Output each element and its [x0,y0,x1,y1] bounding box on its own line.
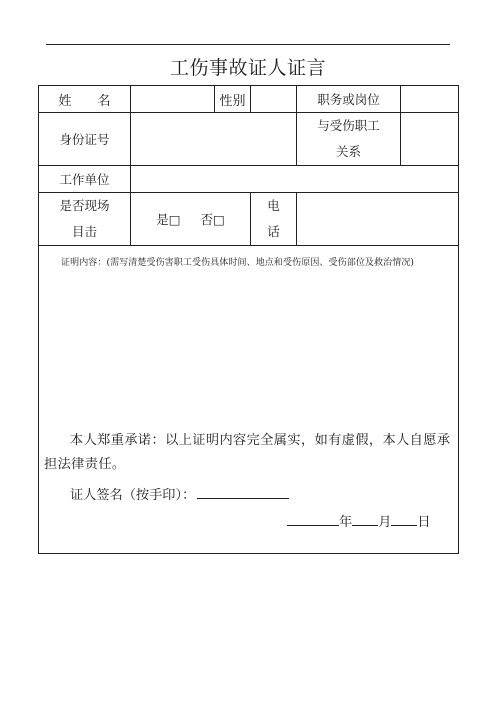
gender-field[interactable] [251,86,297,113]
position-field[interactable] [401,86,459,113]
signature-label: 证人签名（按手印）： [70,488,196,503]
month-blank[interactable] [352,513,378,526]
year-label: 年 [339,515,353,530]
id-number-field[interactable] [131,113,297,166]
phone-label [251,193,297,246]
witness-label [39,193,131,246]
day-label: 日 [417,515,431,530]
day-blank[interactable] [391,513,417,526]
date-row [287,511,431,530]
name-field[interactable] [131,86,215,113]
form-row-name [39,86,459,113]
witness-choice-cell [131,193,251,246]
witness-label-line1: 是否现场 [59,198,110,213]
no-checkbox[interactable]: 否□ [200,212,225,227]
relation-label-line1: 与受伤职工 [317,118,380,133]
relation-label [297,113,401,166]
document-title: 工伤事故证人证言 [169,57,326,79]
witness-label-line2: 目击 [71,224,97,239]
signature-row [70,484,289,503]
statement-header: 证明内容：(需写清楚受伤害职工受伤具体时间、地点和受伤原因、受伤部位及救治情况) [61,258,415,268]
relation-label-line2: 关系 [335,144,361,159]
statement-cell[interactable] [39,246,459,554]
workplace-field[interactable] [131,166,459,193]
yes-checkbox[interactable]: 是□ [156,212,181,227]
witness-form-table [38,85,459,554]
phone-label-line1: 电 [267,198,280,213]
gender-label: 性别 [215,86,251,113]
signature-line[interactable] [197,486,289,499]
id-number-label: 身份证号 [39,113,131,166]
form-row-workplace [39,166,459,193]
position-label: 职务或岗位 [297,86,401,113]
phone-label-line2: 话 [267,224,280,239]
form-row-witness [39,193,459,246]
phone-field[interactable] [297,193,459,246]
month-label: 月 [378,515,392,530]
header-rule [46,44,450,45]
workplace-label: 工作单位 [39,166,131,193]
relation-field[interactable] [401,113,459,166]
name-label: 姓 名 [39,86,131,113]
form-row-id [39,113,459,166]
year-blank[interactable] [287,513,339,526]
promise-text: 本人郑重承诺：以上证明内容完全属实，如有虚假，本人自愿承担法律责任。 [44,433,451,472]
form-row-statement [39,246,459,554]
